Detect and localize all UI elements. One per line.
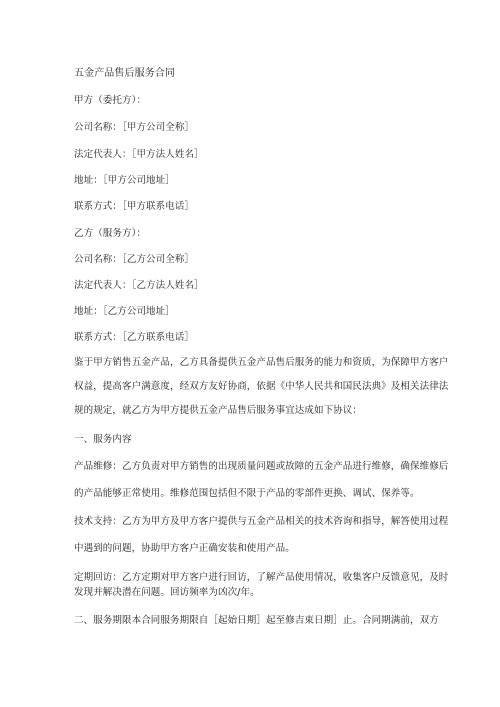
section-heading-service-content: 一、服务内容 [74, 434, 132, 445]
document-title: 五金产品售后服务合同 [74, 68, 175, 79]
party-b-representative: 法定代表人：［乙方法人姓名］ [74, 280, 204, 291]
party-b-heading: 乙方（服务方）： [74, 228, 147, 239]
preamble-line: 鉴于甲方销售五金产品，乙方具备提供五金产品售后服务的能力和资质，为保障甲方客户 [74, 357, 449, 368]
repair-paragraph-line: 产品维修：乙方负责对甲方销售的出现质量问题或故障的五金产品进行维修，确保维修后 [74, 461, 449, 472]
party-a-contact: 联系方式：［甲方联系电话］ [74, 201, 195, 212]
support-paragraph-line: 中遇到的问题，协助甲方客户正确安装和使用产品。 [74, 543, 295, 554]
preamble-line: 规的规定，就乙方为甲方提供五金产品售后服务事宜达成如下协议： [74, 405, 363, 416]
followup-paragraph-line: 定期回访：乙方定期对甲方客户进行回访，了解产品使用情况，收集客户反馈意见，及时 [74, 572, 449, 583]
party-a-representative: 法定代表人：［甲方法人姓名］ [74, 149, 204, 160]
preamble-line: 权益，提高客户满意度，经双方友好协商，依据《中华人民共和国民法典》及相关法律法 [74, 381, 449, 392]
party-b-address: 地址：［乙方公司地址］ [74, 306, 175, 317]
party-a-address: 地址：［甲方公司地址］ [74, 175, 175, 186]
section-two-line: 二、服务期限本合同服务期限自［起始日期］起至修吉束日期］止。合同期满前，双方 [74, 615, 439, 626]
followup-paragraph-line: 发现并解决潜在问题。回访频率为凶次/年。 [74, 587, 260, 598]
support-paragraph-line: 技术支持：乙方为甲方及甲方客户提供与五金产品相关的技术咨询和指导，解答使用过程 [74, 516, 449, 527]
party-b-company: 公司名称：［乙方公司全称］ [74, 254, 195, 265]
repair-paragraph-line: 的产品能够正常使用。维修范围包括但不限于产品的零部件更换、调试、保养等。 [74, 488, 420, 499]
party-b-contact: 联系方式：［乙方联系电话］ [74, 332, 195, 343]
party-a-company: 公司名称：［甲方公司全称］ [74, 122, 195, 133]
party-a-heading: 甲方（委托方）： [74, 95, 147, 106]
